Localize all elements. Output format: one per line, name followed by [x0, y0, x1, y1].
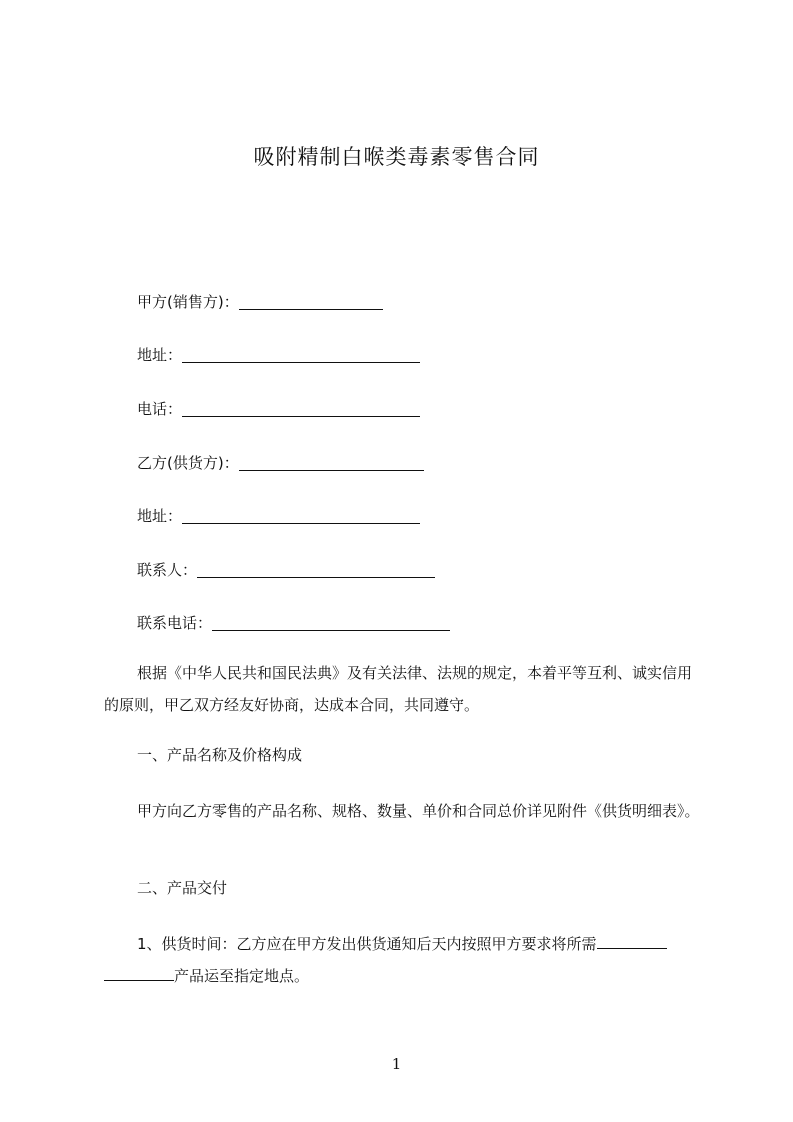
party-a-phone-blank[interactable] — [182, 401, 420, 417]
party-b-blank[interactable] — [239, 455, 424, 471]
party-b-label: 乙方(供货方)： — [137, 454, 239, 472]
clause-1-blank-a[interactable] — [597, 933, 667, 949]
section-2-heading: 二、产品交付 — [137, 879, 228, 897]
party-b-address-blank[interactable] — [182, 508, 420, 524]
contact-phone-label: 联系电话： — [137, 614, 213, 632]
contact-phone-field — [137, 613, 450, 633]
document-title: 吸附精制白喉类毒素零售合同 — [253, 145, 540, 169]
party-a-address-field — [137, 345, 420, 365]
clause-1-blank-b[interactable] — [104, 965, 174, 981]
contact-person-label: 联系人： — [137, 561, 198, 579]
section-1-heading: 一、产品名称及价格构成 — [137, 746, 303, 764]
contact-person-blank[interactable] — [197, 562, 435, 578]
contact-phone-blank[interactable] — [212, 615, 450, 631]
page-number: 1 — [391, 1055, 402, 1073]
party-a-phone-label: 电话： — [137, 400, 183, 418]
party-a-field — [137, 292, 383, 312]
clause-1-suffix: 产品运至指定地点。 — [174, 967, 310, 985]
party-a-blank[interactable] — [239, 294, 383, 310]
party-b-address-label: 地址： — [137, 507, 183, 525]
clause-1-prefix: 1、供货时间：乙方应在甲方发出供货通知后天内按照甲方要求将所需 — [137, 935, 597, 953]
party-a-address-label: 地址： — [137, 346, 183, 364]
contact-person-field — [137, 560, 435, 580]
party-b-address-field — [137, 506, 420, 526]
party-a-label: 甲方(销售方)： — [137, 293, 239, 311]
party-a-address-blank[interactable] — [182, 347, 420, 363]
party-b-field — [137, 453, 424, 473]
party-a-phone-field — [137, 399, 420, 419]
preamble-paragraph: 根据《中华人民共和国民法典》及有关法律、法规的规定，本着平等互利、诚实信用的原则，甲乙双方经友好协商，达成本合同，共同遵守。 — [104, 664, 693, 714]
clause-1-paragraph — [104, 928, 704, 992]
section-1-body: 甲方向乙方零售的产品名称、规格、数量、单价和合同总价详见附件《供货明细表》。 — [137, 802, 700, 820]
